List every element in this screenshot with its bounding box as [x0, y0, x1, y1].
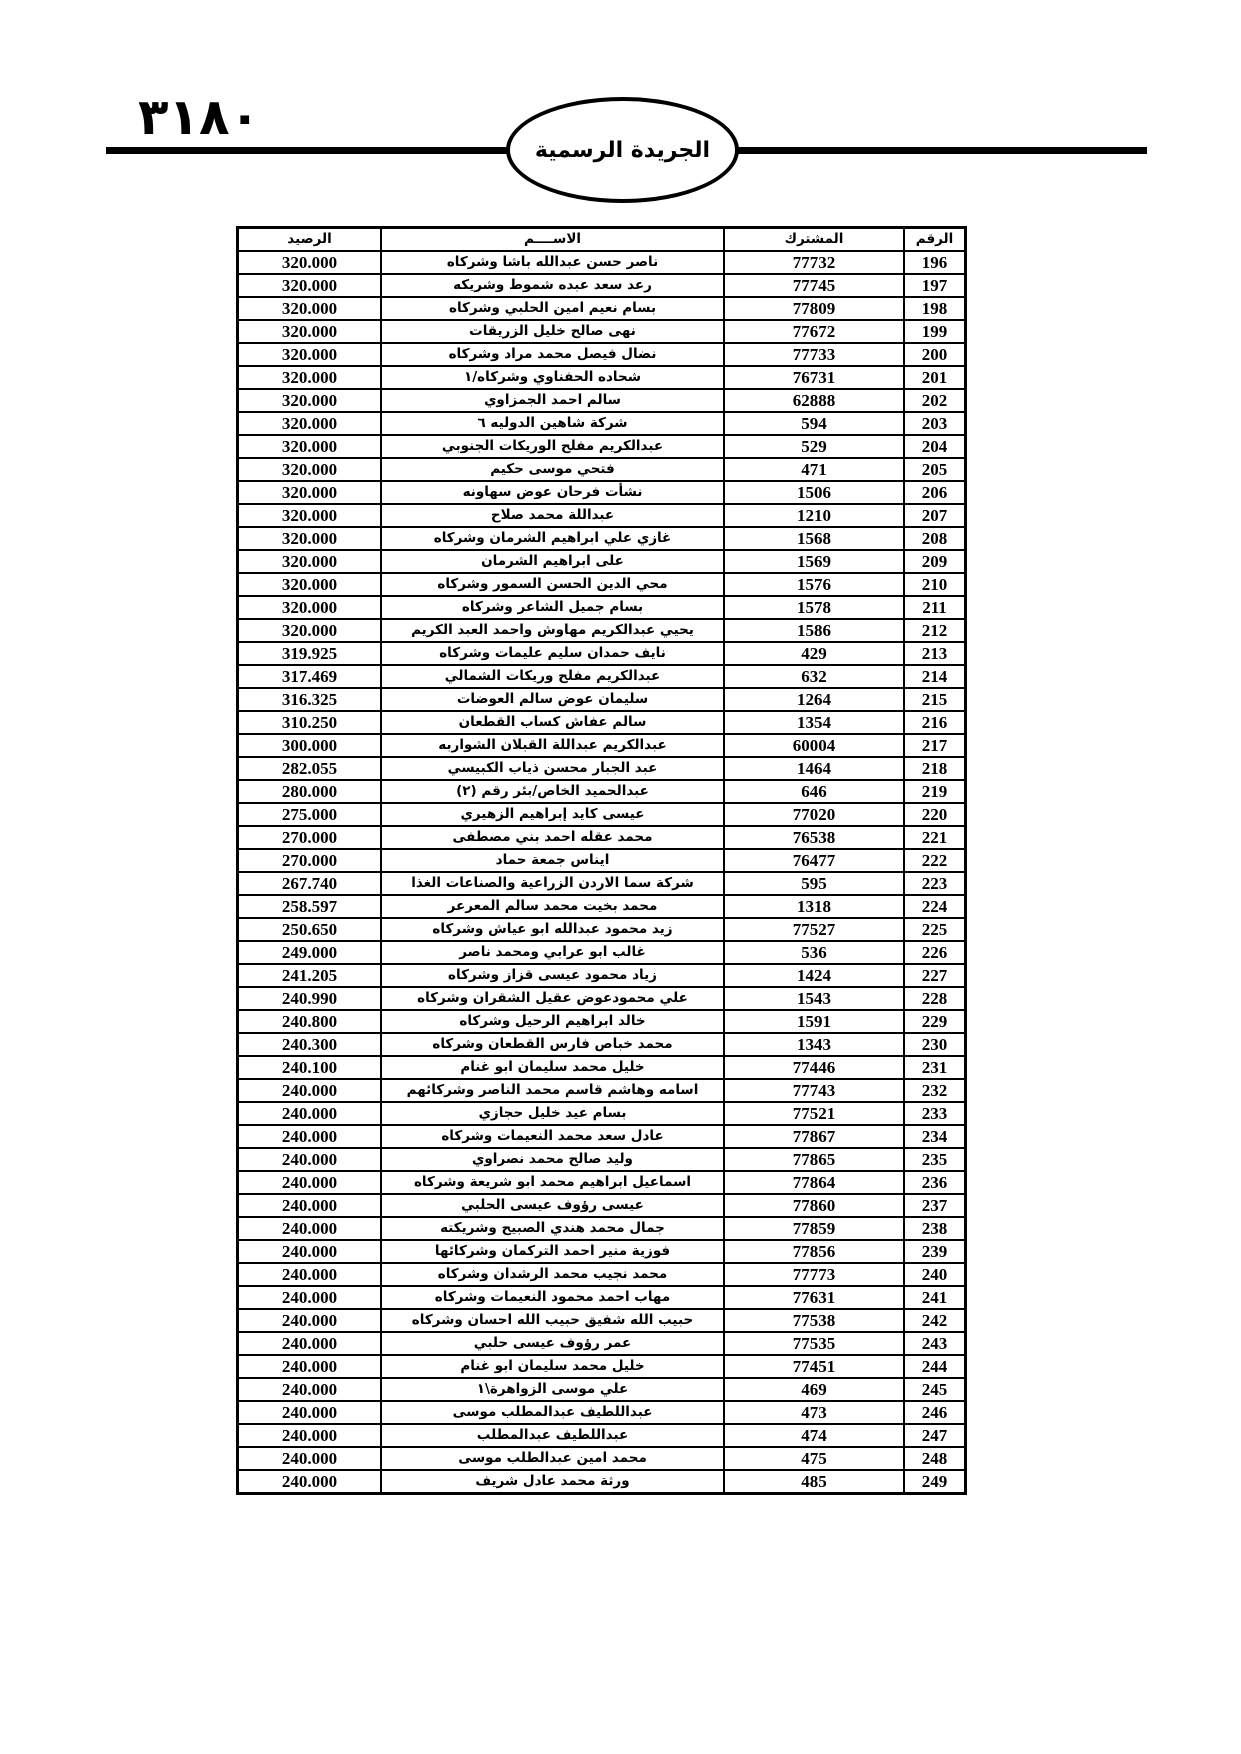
subscriber-name: غالب ابو عرابي ومحمد ناصر	[381, 941, 724, 964]
balance-value: 320.000	[238, 389, 381, 412]
row-number: 236	[904, 1171, 965, 1194]
balance-value: 270.000	[238, 826, 381, 849]
subscriber-name: عبداللة محمد صلاح	[381, 504, 724, 527]
row-number: 198	[904, 297, 965, 320]
balance-value: 240.000	[238, 1447, 381, 1470]
row-number: 223	[904, 872, 965, 895]
subscriber-name: زياد محمود عيسى قزاز وشركاه	[381, 964, 724, 987]
balance-value: 249.000	[238, 941, 381, 964]
subscriber-id: 77451	[724, 1355, 904, 1378]
row-number: 234	[904, 1125, 965, 1148]
table-row	[238, 320, 965, 343]
publication-title: الجريدة الرسمية	[534, 137, 711, 163]
column-header-name: الاســــم	[381, 228, 724, 251]
row-number: 243	[904, 1332, 965, 1355]
table-row	[238, 872, 965, 895]
row-number: 196	[904, 251, 965, 274]
row-number: 233	[904, 1102, 965, 1125]
table-row	[238, 1263, 965, 1286]
balance-value: 320.000	[238, 366, 381, 389]
balance-value: 320.000	[238, 481, 381, 504]
row-number: 247	[904, 1424, 965, 1447]
balance-value: 320.000	[238, 504, 381, 527]
subscriber-name: بسام عيد خليل حجازي	[381, 1102, 724, 1125]
subscriber-balance-table	[236, 226, 967, 1495]
row-number: 219	[904, 780, 965, 803]
balance-value: 320.000	[238, 458, 381, 481]
subscriber-id: 1569	[724, 550, 904, 573]
table-row	[238, 803, 965, 826]
table-row	[238, 1332, 965, 1355]
subscriber-name: ايناس جمعة حماد	[381, 849, 724, 872]
subscriber-id: 77859	[724, 1217, 904, 1240]
table-row	[238, 619, 965, 642]
subscriber-id: 60004	[724, 734, 904, 757]
subscriber-name: زيد محمود عبدالله ابو عياش وشركاه	[381, 918, 724, 941]
row-number: 224	[904, 895, 965, 918]
balance-value: 320.000	[238, 550, 381, 573]
subscriber-name: فوزية منير احمد التركمان وشركائها	[381, 1240, 724, 1263]
row-number: 245	[904, 1378, 965, 1401]
table-row	[238, 987, 965, 1010]
subscriber-name: اسماعيل ابراهيم محمد ابو شريعة وشركاه	[381, 1171, 724, 1194]
table-row	[238, 1102, 965, 1125]
table-row	[238, 389, 965, 412]
table-row	[238, 780, 965, 803]
balance-value: 250.650	[238, 918, 381, 941]
table-row	[238, 1309, 965, 1332]
balance-value: 240.000	[238, 1378, 381, 1401]
subscriber-name: عبدالكريم مفلح الوريكات الجنوبي	[381, 435, 724, 458]
table-header-row	[238, 228, 965, 251]
subscriber-id: 1578	[724, 596, 904, 619]
subscriber-name: خليل محمد سليمان ابو غنام	[381, 1056, 724, 1079]
column-header-subscriber: المشترك	[724, 228, 904, 251]
row-number: 242	[904, 1309, 965, 1332]
balance-value: 240.000	[238, 1286, 381, 1309]
table-row	[238, 550, 965, 573]
subscriber-id: 77020	[724, 803, 904, 826]
row-number: 217	[904, 734, 965, 757]
subscriber-id: 469	[724, 1378, 904, 1401]
table-row	[238, 1148, 965, 1171]
subscriber-name: رعد سعد عبده شموط وشريكه	[381, 274, 724, 297]
balance-value: 240.000	[238, 1332, 381, 1355]
subscriber-name: علي موسى الزواهرة\١	[381, 1378, 724, 1401]
subscriber-id: 594	[724, 412, 904, 435]
subscriber-id: 474	[724, 1424, 904, 1447]
balance-value: 275.000	[238, 803, 381, 826]
table-row	[238, 1079, 965, 1102]
subscriber-name: عبدالكريم عبداللة القبلان الشواربه	[381, 734, 724, 757]
table-row	[238, 1401, 965, 1424]
subscriber-name: نايف حمدان سليم عليمات وشركاه	[381, 642, 724, 665]
row-number: 244	[904, 1355, 965, 1378]
subscriber-name: عبدالحميد الخاص/بئر رقم (٢)	[381, 780, 724, 803]
balance-value: 316.325	[238, 688, 381, 711]
balance-value: 240.000	[238, 1102, 381, 1125]
row-number: 197	[904, 274, 965, 297]
row-number: 207	[904, 504, 965, 527]
subscriber-name: خليل محمد سليمان ابو غنام	[381, 1355, 724, 1378]
table-row	[238, 573, 965, 596]
subscriber-name: عيسى رؤوف عيسى الحلبي	[381, 1194, 724, 1217]
subscriber-id: 595	[724, 872, 904, 895]
subscriber-name: شركة سما الاردن الزراعية والصناعات الغذا	[381, 872, 724, 895]
subscriber-id: 77865	[724, 1148, 904, 1171]
subscriber-name: اسامه وهاشم قاسم محمد الناصر وشركائهم	[381, 1079, 724, 1102]
subscriber-name: سليمان عوض سالم العوضات	[381, 688, 724, 711]
row-number: 203	[904, 412, 965, 435]
row-number: 210	[904, 573, 965, 596]
row-number: 229	[904, 1010, 965, 1033]
subscriber-id: 77535	[724, 1332, 904, 1355]
balance-value: 240.000	[238, 1171, 381, 1194]
balance-value: 320.000	[238, 297, 381, 320]
row-number: 226	[904, 941, 965, 964]
table-row	[238, 366, 965, 389]
subscriber-name: عبدالكريم مفلح وريكات الشمالي	[381, 665, 724, 688]
subscriber-id: 77521	[724, 1102, 904, 1125]
table-row	[238, 1240, 965, 1263]
row-number: 209	[904, 550, 965, 573]
row-number: 221	[904, 826, 965, 849]
subscriber-name: عبد الجبار محسن ذياب الكبيسي	[381, 757, 724, 780]
balance-value: 320.000	[238, 320, 381, 343]
row-number: 246	[904, 1401, 965, 1424]
subscriber-id: 1591	[724, 1010, 904, 1033]
subscriber-name: بسام نعيم امين الحلبي وشركاه	[381, 297, 724, 320]
subscriber-id: 77745	[724, 274, 904, 297]
subscriber-id: 1576	[724, 573, 904, 596]
table-row	[238, 1125, 965, 1148]
row-number: 227	[904, 964, 965, 987]
balance-value: 270.000	[238, 849, 381, 872]
subscriber-name: مهاب احمد محمود النعيمات وشركاه	[381, 1286, 724, 1309]
balance-value: 320.000	[238, 573, 381, 596]
table-row	[238, 757, 965, 780]
balance-value: 240.300	[238, 1033, 381, 1056]
subscriber-id: 1464	[724, 757, 904, 780]
table-row	[238, 1033, 965, 1056]
table-body	[238, 251, 965, 1493]
balance-value: 240.000	[238, 1401, 381, 1424]
row-number: 212	[904, 619, 965, 642]
balance-value: 320.000	[238, 596, 381, 619]
subscriber-name: عبداللطيف عبدالمطلب موسى	[381, 1401, 724, 1424]
subscriber-name: محمد عقله احمد بني مصطفى	[381, 826, 724, 849]
table-row	[238, 1194, 965, 1217]
table-row	[238, 251, 965, 274]
balance-value: 240.000	[238, 1470, 381, 1493]
subscriber-name: نشأت فرحان عوض سهاونه	[381, 481, 724, 504]
table-row	[238, 435, 965, 458]
table-row	[238, 711, 965, 734]
subscriber-name: محي الدين الحسن السمور وشركاه	[381, 573, 724, 596]
subscriber-id: 1568	[724, 527, 904, 550]
table-row	[238, 665, 965, 688]
row-number: 218	[904, 757, 965, 780]
balance-value: 300.000	[238, 734, 381, 757]
subscriber-id: 1506	[724, 481, 904, 504]
subscriber-id: 76731	[724, 366, 904, 389]
subscriber-id: 77856	[724, 1240, 904, 1263]
table-row	[238, 274, 965, 297]
row-number: 215	[904, 688, 965, 711]
subscriber-name: ورثة محمد عادل شريف	[381, 1470, 724, 1493]
row-number: 238	[904, 1217, 965, 1240]
subscriber-name: ناصر حسن عبدالله باشا وشركاه	[381, 251, 724, 274]
subscriber-name: غازي علي ابراهيم الشرمان وشركاه	[381, 527, 724, 550]
column-header-number: الرقم	[904, 228, 965, 251]
balance-value: 320.000	[238, 251, 381, 274]
table-row	[238, 504, 965, 527]
row-number: 200	[904, 343, 965, 366]
subscriber-name: سالم عفاش كساب القطعان	[381, 711, 724, 734]
table-row	[238, 688, 965, 711]
subscriber-id: 62888	[724, 389, 904, 412]
table-row	[238, 1217, 965, 1240]
subscriber-id: 76477	[724, 849, 904, 872]
subscriber-id: 76538	[724, 826, 904, 849]
table-row	[238, 1424, 965, 1447]
subscriber-name: فتحي موسى حكيم	[381, 458, 724, 481]
subscriber-name: حبيب الله شفيق حبيب الله احسان وشركاه	[381, 1309, 724, 1332]
table-row	[238, 343, 965, 366]
balance-value: 320.000	[238, 343, 381, 366]
balance-value: 240.000	[238, 1194, 381, 1217]
table-row	[238, 481, 965, 504]
table-row	[238, 1447, 965, 1470]
subscriber-id: 485	[724, 1470, 904, 1493]
subscriber-id: 529	[724, 435, 904, 458]
table-row	[238, 527, 965, 550]
balance-value: 320.000	[238, 619, 381, 642]
subscriber-name: محمد نجيب محمد الرشدان وشركاه	[381, 1263, 724, 1286]
subscriber-name: خالد ابراهيم الرحيل وشركاه	[381, 1010, 724, 1033]
page-number: ٣١٨٠	[138, 88, 261, 146]
table-row	[238, 964, 965, 987]
balance-value: 320.000	[238, 527, 381, 550]
subscriber-id: 1543	[724, 987, 904, 1010]
subscriber-id: 77867	[724, 1125, 904, 1148]
subscriber-id: 77672	[724, 320, 904, 343]
subscriber-id: 77446	[724, 1056, 904, 1079]
subscriber-id: 473	[724, 1401, 904, 1424]
subscriber-id: 77860	[724, 1194, 904, 1217]
balance-value: 240.000	[238, 1148, 381, 1171]
table-row	[238, 941, 965, 964]
row-number: 211	[904, 596, 965, 619]
subscriber-name: محمد خباص فارس القطعان وشركاه	[381, 1033, 724, 1056]
table-row	[238, 849, 965, 872]
subscriber-id: 471	[724, 458, 904, 481]
row-number: 225	[904, 918, 965, 941]
balance-value: 240.000	[238, 1424, 381, 1447]
row-number: 201	[904, 366, 965, 389]
subscriber-id: 1586	[724, 619, 904, 642]
table-row	[238, 1355, 965, 1378]
subscriber-name: عيسى كايد إبراهيم الزهيري	[381, 803, 724, 826]
table-row	[238, 918, 965, 941]
row-number: 204	[904, 435, 965, 458]
subscriber-name: عمر رؤوف عيسى حلبي	[381, 1332, 724, 1355]
subscriber-id: 77743	[724, 1079, 904, 1102]
row-number: 220	[904, 803, 965, 826]
subscriber-id: 77732	[724, 251, 904, 274]
subscriber-name: نهى صالح خليل الزريقات	[381, 320, 724, 343]
row-number: 202	[904, 389, 965, 412]
balance-value: 310.250	[238, 711, 381, 734]
balance-value: 240.000	[238, 1240, 381, 1263]
row-number: 222	[904, 849, 965, 872]
table-row	[238, 1378, 965, 1401]
row-number: 213	[904, 642, 965, 665]
subscriber-name: جمال محمد هندي الصبيح وشريكته	[381, 1217, 724, 1240]
row-number: 237	[904, 1194, 965, 1217]
table-row	[238, 1010, 965, 1033]
table-row	[238, 297, 965, 320]
table-row	[238, 1470, 965, 1493]
subscriber-name: على ابراهيم الشرمان	[381, 550, 724, 573]
subscriber-id: 1210	[724, 504, 904, 527]
subscriber-name: محمد بخيت محمد سالم المعرعر	[381, 895, 724, 918]
table-row	[238, 458, 965, 481]
balance-value: 241.205	[238, 964, 381, 987]
table-row	[238, 1286, 965, 1309]
row-number: 240	[904, 1263, 965, 1286]
subscriber-name: علي محمودعوض عقيل الشقران وشركاه	[381, 987, 724, 1010]
table-row	[238, 895, 965, 918]
balance-value: 240.000	[238, 1263, 381, 1286]
row-number: 239	[904, 1240, 965, 1263]
table-row	[238, 826, 965, 849]
column-header-balance: الرصيد	[238, 228, 381, 251]
subscriber-id: 646	[724, 780, 904, 803]
row-number: 216	[904, 711, 965, 734]
balance-value: 319.925	[238, 642, 381, 665]
subscriber-name: سالم احمد الجمزاوي	[381, 389, 724, 412]
row-number: 235	[904, 1148, 965, 1171]
row-number: 208	[904, 527, 965, 550]
table-row	[238, 642, 965, 665]
subscriber-id: 77733	[724, 343, 904, 366]
balance-value: 320.000	[238, 412, 381, 435]
balance-value: 280.000	[238, 780, 381, 803]
subscriber-name: محمد امين عبدالطلب موسى	[381, 1447, 724, 1470]
subscriber-id: 77527	[724, 918, 904, 941]
table-row	[238, 734, 965, 757]
subscriber-id: 429	[724, 642, 904, 665]
publication-title-oval	[506, 97, 739, 203]
row-number: 230	[904, 1033, 965, 1056]
subscriber-name: شحاده الحفناوي وشركاه/١	[381, 366, 724, 389]
subscriber-name: بسام جميل الشاعر وشركاه	[381, 596, 724, 619]
balance-value: 240.000	[238, 1355, 381, 1378]
row-number: 248	[904, 1447, 965, 1470]
subscriber-name: نضال فيصل محمد مراد وشركاه	[381, 343, 724, 366]
subscriber-id: 632	[724, 665, 904, 688]
subscriber-id: 77538	[724, 1309, 904, 1332]
table-row	[238, 1056, 965, 1079]
row-number: 228	[904, 987, 965, 1010]
table-row	[238, 596, 965, 619]
subscriber-id: 1424	[724, 964, 904, 987]
balance-value: 240.000	[238, 1125, 381, 1148]
subscriber-id: 536	[724, 941, 904, 964]
balance-value: 240.800	[238, 1010, 381, 1033]
row-number: 249	[904, 1470, 965, 1493]
subscriber-name: شركة شاهين الدوليه ٦	[381, 412, 724, 435]
balance-value: 258.597	[238, 895, 381, 918]
subscriber-id: 1343	[724, 1033, 904, 1056]
subscriber-id: 1354	[724, 711, 904, 734]
row-number: 232	[904, 1079, 965, 1102]
row-number: 199	[904, 320, 965, 343]
subscriber-id: 475	[724, 1447, 904, 1470]
subscriber-id: 1264	[724, 688, 904, 711]
balance-value: 320.000	[238, 274, 381, 297]
balance-value: 267.740	[238, 872, 381, 895]
subscriber-id: 1318	[724, 895, 904, 918]
row-number: 231	[904, 1056, 965, 1079]
subscriber-name: يحيي عبدالكريم مهاوش واحمد العبد الكريم	[381, 619, 724, 642]
row-number: 214	[904, 665, 965, 688]
subscriber-id: 77773	[724, 1263, 904, 1286]
balance-value: 320.000	[238, 435, 381, 458]
balance-value: 240.100	[238, 1056, 381, 1079]
balance-value: 282.055	[238, 757, 381, 780]
balance-value: 317.469	[238, 665, 381, 688]
subscriber-name: عادل سعد محمد النعيمات وشركاه	[381, 1125, 724, 1148]
subscriber-id: 77809	[724, 297, 904, 320]
balance-value: 240.990	[238, 987, 381, 1010]
subscriber-name: وليد صالح محمد نصراوي	[381, 1148, 724, 1171]
row-number: 206	[904, 481, 965, 504]
balance-value: 240.000	[238, 1217, 381, 1240]
row-number: 241	[904, 1286, 965, 1309]
row-number: 205	[904, 458, 965, 481]
balance-value: 240.000	[238, 1079, 381, 1102]
subscriber-name: عبداللطيف عبدالمطلب	[381, 1424, 724, 1447]
table-row	[238, 412, 965, 435]
subscriber-id: 77631	[724, 1286, 904, 1309]
balance-value: 240.000	[238, 1309, 381, 1332]
table-row	[238, 1171, 965, 1194]
subscriber-id: 77864	[724, 1171, 904, 1194]
